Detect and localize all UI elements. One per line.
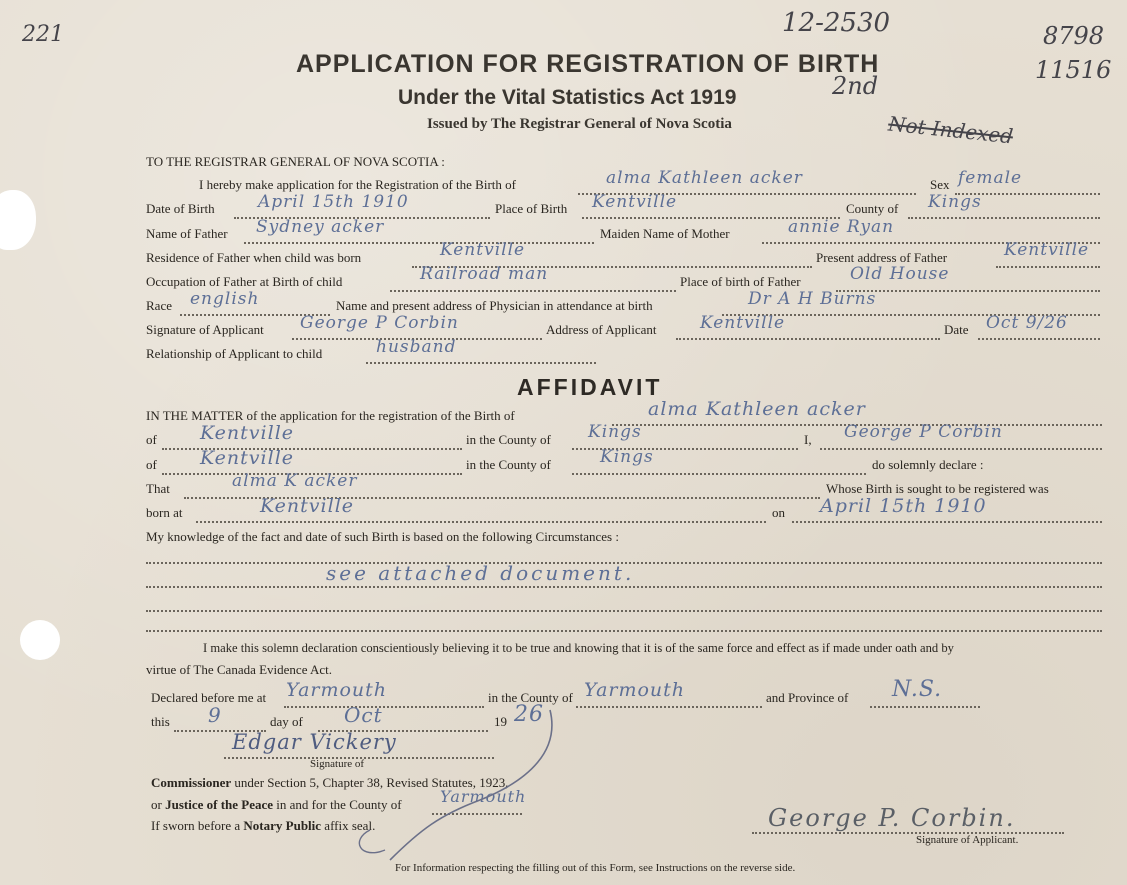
annotation-top-center: 12-2530	[782, 8, 891, 38]
annotation-top-left: 221	[22, 22, 64, 47]
or-label: or	[151, 797, 162, 812]
punch-hole-bottom	[20, 620, 60, 660]
day-value: 9	[208, 703, 222, 727]
county-line-2	[572, 473, 866, 475]
matter-label: IN THE MATTER of the application for the registration of the Birth of	[146, 408, 515, 423]
applicant-address-value: Kentville	[700, 313, 786, 333]
commissioner-signature: Edgar Vickery	[232, 730, 397, 754]
notary-pre: If sworn before a	[151, 818, 241, 833]
commissioner-rest: under Section 5, Chapter 38, Revised Statutes, 1923,	[234, 775, 509, 790]
declarant-line	[820, 448, 1102, 450]
of-label-2: of	[146, 457, 157, 472]
relationship-value: husband	[376, 337, 457, 357]
notary-bold: Notary Public	[243, 818, 322, 833]
sig-label: Signature of Applicant	[146, 322, 264, 337]
declare-label: do solemnly declare :	[872, 457, 984, 472]
province-label: and Province of	[766, 690, 849, 705]
matter-name-value: alma Kathleen acker	[648, 398, 866, 420]
year-prefix: 19	[494, 714, 507, 729]
month-value: Oct	[344, 703, 383, 727]
date-line	[978, 338, 1100, 340]
occupation-line	[390, 290, 676, 292]
county-label: County of	[846, 201, 899, 216]
residence-born-value: Kentville	[440, 240, 526, 260]
born-on-line	[792, 521, 1102, 523]
physician-label: Name and present address of Physician in attendance at birth	[336, 298, 653, 313]
sex-value: female	[958, 168, 1023, 188]
pob-value: Kentville	[592, 192, 678, 212]
form-title: APPLICATION FOR REGISTRATION OF BIRTH	[296, 50, 880, 78]
sig-applicant-label: Signature of Applicant.	[916, 834, 1019, 846]
occupation-value: Railroad man	[420, 264, 549, 284]
county-value-1: Kings	[588, 422, 642, 442]
notary-post: affix seal.	[324, 818, 376, 833]
province-value: N.S.	[892, 677, 943, 702]
county-value: Kings	[928, 192, 982, 212]
declaration-line-2: virtue of The Canada Evidence Act.	[146, 662, 333, 677]
born-at-line	[196, 521, 766, 523]
day-of-label: day of	[270, 714, 303, 729]
in-county-label-2: in the County of	[466, 457, 551, 472]
mother-label: Maiden Name of Mother	[600, 226, 730, 241]
county-line	[908, 217, 1100, 219]
i-label: I,	[804, 432, 812, 447]
present-address-value: Kentville	[1004, 240, 1090, 260]
circumstance-line-3	[146, 610, 1102, 612]
father-birthplace-label: Place of birth of Father	[680, 274, 801, 289]
punch-hole-top	[0, 190, 36, 250]
signature-of-label: Signature of	[310, 758, 365, 770]
relationship-line	[366, 362, 596, 364]
father-birthplace-value: Old House	[850, 264, 950, 284]
form-subtitle: Under the Vital Statistics Act 1919	[398, 86, 737, 109]
father-value: Sydney acker	[256, 217, 385, 237]
address-label: Address of Applicant	[546, 322, 657, 337]
present-address-line	[996, 266, 1100, 268]
in-county-of-label: in the County of	[488, 690, 573, 705]
declaration-line-1: I make this solemn declaration conscientiously believing it to be true and knowing that it is of the same force and effect as if made under oath and by	[203, 641, 954, 655]
annotation-not-indexed: Not Indexed	[887, 111, 1015, 149]
date-label: Date	[944, 322, 969, 337]
province-line	[870, 706, 980, 708]
issued-by: Issued by The Registrar General of Nova Scotia	[427, 116, 732, 132]
applicant-signature: George P. Corbin.	[768, 804, 1016, 832]
addressee: TO THE REGISTRAR GENERAL OF NOVA SCOTIA :	[146, 154, 445, 169]
county-value-2: Kings	[600, 447, 654, 467]
intro-label: I hereby make application for the Registration of the Birth of	[199, 177, 516, 192]
residence-born-label: Residence of Father when child was born	[146, 250, 362, 265]
annotation-second: 2nd	[832, 72, 879, 100]
that-label: That	[146, 481, 170, 496]
race-value: english	[190, 289, 260, 309]
signature-flourish	[330, 690, 610, 870]
jp-county-value: Yarmouth	[440, 787, 527, 806]
of-value-1: Kentville	[200, 422, 295, 444]
child-name-value: alma Kathleen acker	[606, 168, 803, 188]
in-county-label-1: in the County of	[466, 432, 551, 447]
this-label: this	[151, 714, 170, 729]
dob-label: Date of Birth	[146, 201, 215, 216]
dob-value: April 15th 1910	[258, 192, 409, 212]
declared-at-value: Yarmouth	[286, 679, 388, 701]
commissioner-bold: Commissioner	[151, 775, 232, 790]
of-value-2: Kentville	[200, 447, 295, 469]
relationship-label: Relationship of Applicant to child	[146, 346, 323, 361]
circumstance-line-4	[146, 630, 1102, 632]
annotation-top-right-2: 11516	[1035, 56, 1112, 84]
address-line	[676, 338, 940, 340]
mother-value: annie Ryan	[788, 217, 895, 237]
father-label: Name of Father	[146, 226, 228, 241]
declarant-value: George P Corbin	[844, 422, 1003, 442]
declared-county-value: Yarmouth	[584, 679, 686, 701]
jp-rest: in and for the County of	[276, 797, 402, 812]
of-label-1: of	[146, 432, 157, 447]
declared-label: Declared before me at	[151, 690, 267, 705]
date-value: Oct 9/26	[986, 313, 1068, 333]
race-label: Race	[146, 298, 172, 313]
circumstances-value: see attached document.	[326, 561, 635, 585]
father-line	[244, 242, 594, 244]
present-address-label: Present address of Father	[816, 250, 948, 265]
sex-label: Sex	[930, 177, 950, 192]
born-on-value: April 15th 1910	[820, 495, 987, 517]
footer-note: For Information respecting the filling out of this Form, see Instructions on the reverse side.	[395, 862, 796, 874]
that-name-value: alma K acker	[232, 471, 358, 491]
annotation-top-right-1: 8798	[1043, 22, 1105, 50]
knowledge-label: My knowledge of the fact and date of such Birth is based on the following Circumstances :	[146, 529, 619, 544]
jp-bold: Justice of the Peace	[165, 797, 274, 812]
whose-birth-label: Whose Birth is sought to be registered was	[826, 481, 1049, 496]
physician-value: Dr A H Burns	[748, 289, 877, 309]
applicant-value: George P Corbin	[300, 313, 459, 333]
affidavit-title: AFFIDAVIT	[517, 374, 663, 400]
born-at-value: Kentville	[260, 495, 355, 517]
born-at-label: born at	[146, 505, 183, 520]
circumstance-line-2	[146, 586, 1102, 588]
year-value: 26	[514, 702, 544, 727]
on-label: on	[772, 505, 785, 520]
occupation-label: Occupation of Father at Birth of child	[146, 274, 343, 289]
pob-label: Place of Birth	[495, 201, 568, 216]
